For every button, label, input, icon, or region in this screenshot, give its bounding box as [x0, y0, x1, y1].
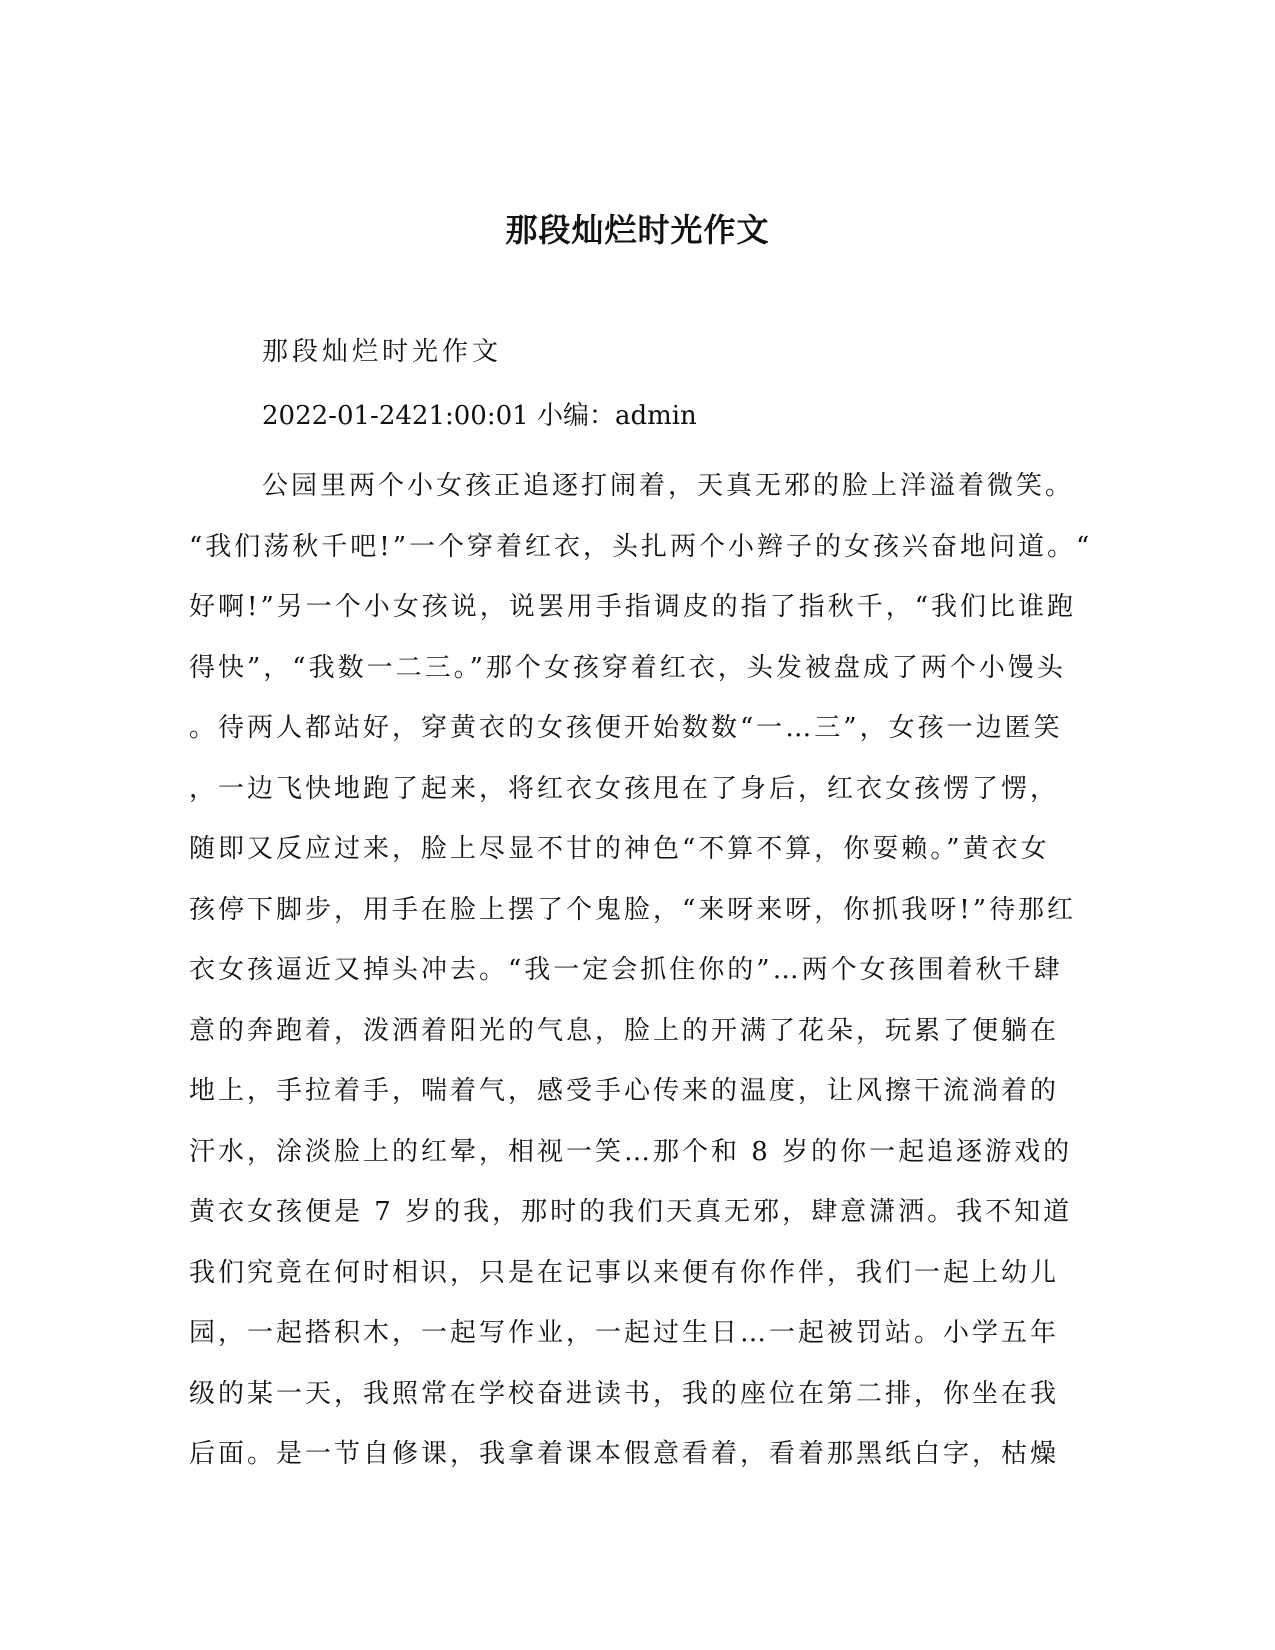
body-line: 黄衣女孩便是 7 岁的我，那时的我们天真无邪，肆意潇洒。我不知道 — [189, 1197, 1073, 1227]
body-line: 孩停下脚步，用手在脸上摆了个鬼脸，“来呀来呀，你抓我呀!”待那红 — [189, 894, 1077, 925]
article-subtitle: 那段灿烂时光作文 — [262, 337, 503, 367]
article-meta: 2022-01-2421:00:01 小编：admin — [262, 401, 697, 431]
body-line: 园，一起搭积木，一起写作业，一起过生日…一起被罚站。小学五年 — [189, 1318, 1060, 1348]
body-line: 随即又反应过来，脸上尽显不甘的神色“不算不算，你耍赖。”黄衣女 — [189, 834, 1050, 864]
body-line: 衣女孩逼近又掉头冲去。“我一定会抓住你的”…两个女孩围着秋千肆 — [189, 955, 1063, 985]
body-line: 公园里两个小女孩正追逐打闹着，天真无邪的脸上洋溢着微笑。 — [262, 471, 1075, 501]
body-line: 。待两人都站好，穿黄衣的女孩便开始数数“一…三”，女孩一边匿笑 — [189, 713, 1063, 743]
article-body — [189, 456, 1093, 1485]
body-line: “我们荡秋千吧!”一个穿着红衣，头扎两个小辫子的女孩兴奋地问道。“ — [189, 531, 1093, 562]
body-line: 后面。是一节自修课，我拿着课本假意看着，看着那黑纸白字，枯燥 — [189, 1439, 1060, 1469]
body-line: ，一边飞快地跑了起来，将红衣女孩甩在了身后，红衣女孩愣了愣， — [189, 773, 1060, 804]
body-line: 汗水，涂淡脸上的红晕，相视一笑…那个和 8 岁的你一起追逐游戏的 — [189, 1136, 1073, 1167]
body-line: 好啊!”另一个小女孩说，说罢用手指调皮的指了指秋千，“我们比谁跑 — [189, 592, 1077, 622]
body-line: 意的奔跑着，泼洒着阳光的气息，脸上的开满了花朵，玩累了便躺在 — [189, 1015, 1060, 1046]
body-line: 我们究竟在何时相识，只是在记事以来便有你作伴，我们一起上幼儿 — [189, 1257, 1060, 1288]
body-line: 得快”，“我数一二三。”那个女孩穿着红衣，头发被盘成了两个小馒头 — [189, 652, 1066, 683]
document-title: 那段灿烂时光作文 — [505, 211, 770, 249]
body-line: 级的某一天，我照常在学校奋进读书，我的座位在第二排，你坐在我 — [189, 1378, 1060, 1409]
body-line: 地上，手拉着手，喘着气，感受手心传来的温度，让风擦干流淌着的 — [189, 1076, 1060, 1106]
